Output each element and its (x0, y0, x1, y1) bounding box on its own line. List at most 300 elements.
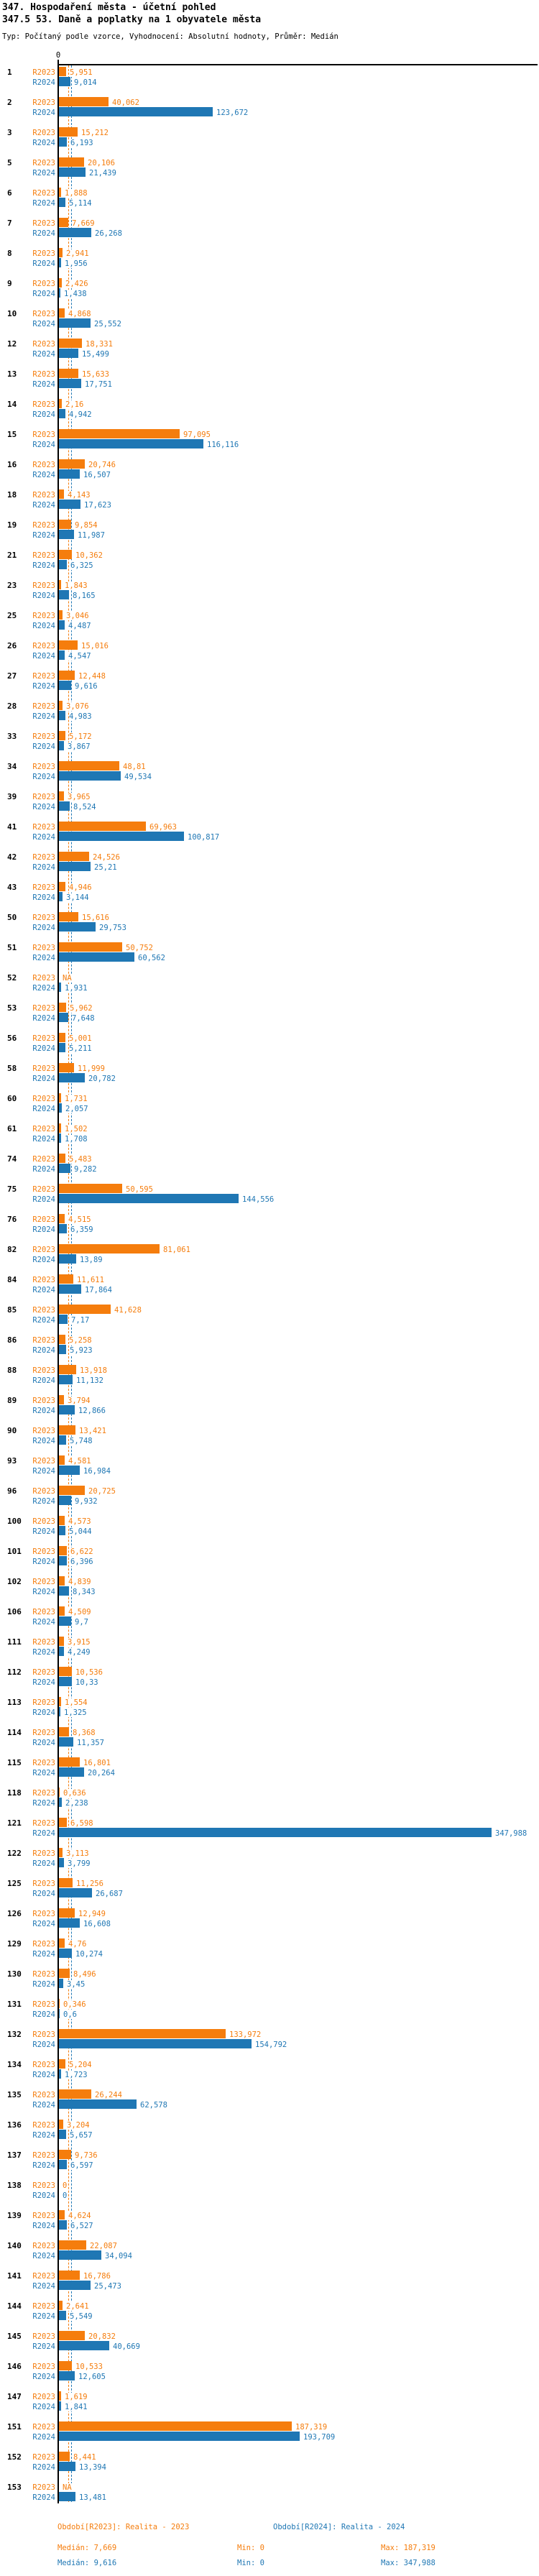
x-axis-line (57, 64, 538, 65)
bar-row-r2024 (0, 439, 539, 449)
series-label-r2024: R2024 (32, 1769, 55, 1777)
bar-row-r2024 (0, 650, 539, 661)
value-bar-r2024 (59, 1133, 61, 1143)
series-label-r2023: R2023 (32, 2181, 55, 2190)
value-bar-r2024 (59, 500, 80, 509)
value-bar-r2023 (59, 2301, 63, 2310)
bar-pair (0, 912, 539, 942)
value-bar-r2024 (59, 2009, 60, 2018)
value-bar-r2024 (59, 650, 65, 660)
series-label-r2023: R2023 (32, 159, 55, 167)
bar-row-r2023 (0, 1848, 539, 1858)
value-label-r2024: 17,751 (85, 380, 112, 389)
value-bar-r2024 (59, 2281, 91, 2290)
row-index: 23 (7, 581, 17, 590)
series-label-r2024: R2024 (32, 1648, 55, 1657)
legend-period-r2023: Období[R2023]: Realita - 2023 (57, 2523, 190, 2531)
row-index: 5 (7, 158, 12, 167)
bar-pair (0, 2120, 539, 2150)
bar-row-r2023 (0, 2452, 539, 2462)
series-label-r2023: R2023 (32, 914, 55, 922)
bar-row-r2024 (0, 983, 539, 993)
value-bar-r2023 (59, 1335, 65, 1344)
value-bar-r2023 (59, 1969, 70, 1978)
bar-row-r2024 (0, 1013, 539, 1023)
value-label-r2024: 21,439 (89, 169, 116, 178)
value-label-r2024: 7,648 (72, 1014, 95, 1023)
series-label-r2024: R2024 (32, 652, 55, 661)
series-label-r2023: R2023 (32, 129, 55, 137)
bar-row-r2023 (0, 2029, 539, 2039)
value-bar-r2024 (59, 2492, 75, 2501)
series-label-r2023: R2023 (32, 551, 55, 560)
row-index: 28 (7, 702, 17, 711)
bar-pair (0, 1395, 539, 1425)
value-label-r2023: 3,204 (67, 2121, 90, 2130)
bar-pair (0, 972, 539, 1003)
value-bar-r2023 (59, 2391, 61, 2401)
bar-row-r2023 (0, 882, 539, 892)
value-bar-r2023 (59, 1244, 160, 1254)
value-label-r2024: 144,556 (242, 1195, 275, 1204)
series-label-r2023: R2023 (32, 219, 55, 228)
value-label-r2024: 5,549 (70, 2312, 93, 2321)
bar-row-r2024 (0, 1647, 539, 1657)
row-index: 111 (7, 1637, 22, 1647)
bar-pair (0, 882, 539, 912)
bar-row-r2023 (0, 1788, 539, 1798)
series-label-r2023: R2023 (32, 1940, 55, 1949)
value-label-r2023: 8,496 (73, 1970, 96, 1979)
row-index: 19 (7, 520, 17, 530)
bar-pair (0, 1123, 539, 1154)
bar-row-r2023 (0, 308, 539, 318)
bar-pair (0, 1274, 539, 1305)
row-index: 122 (7, 1849, 22, 1858)
series-label-r2023: R2023 (32, 1517, 55, 1526)
value-bar-r2023 (59, 882, 65, 891)
value-label-r2023: 133,972 (229, 2030, 262, 2039)
bar-row-r2023 (0, 1727, 539, 1737)
value-bar-r2023 (59, 248, 63, 257)
value-label-r2024: 6,597 (70, 2161, 93, 2170)
value-bar-r2024 (59, 711, 65, 720)
bar-row-r2023 (0, 157, 539, 167)
value-label-r2023: 48,81 (123, 763, 146, 771)
value-bar-r2023 (59, 2271, 80, 2280)
stat-max-r2024: Max: 347,988 (381, 2559, 436, 2567)
value-bar-r2024 (59, 952, 134, 962)
value-bar-r2023 (59, 1486, 85, 1495)
bar-row-r2023 (0, 550, 539, 560)
bar-row-r2024 (0, 922, 539, 932)
bar-row-r2023 (0, 2210, 539, 2220)
value-bar-r2024 (59, 1375, 73, 1384)
bar-row-r2024 (0, 228, 539, 238)
bar-row-r2024 (0, 2160, 539, 2170)
value-bar-r2024 (59, 379, 81, 388)
value-bar-r2024 (59, 1616, 71, 1626)
bar-pair (0, 550, 539, 580)
value-label-r2023: 11,611 (77, 1276, 104, 1284)
value-bar-r2023 (59, 157, 84, 167)
value-bar-r2024 (59, 1677, 72, 1686)
series-label-r2023: R2023 (32, 2272, 55, 2281)
value-bar-r2023 (59, 1667, 72, 1676)
series-label-r2024: R2024 (32, 78, 55, 87)
value-label-r2024: 5,657 (70, 2131, 93, 2140)
value-label-r2024: 13,394 (79, 2463, 106, 2472)
row-index: 50 (7, 913, 17, 922)
row-index: 18 (7, 490, 17, 500)
bar-row-r2023 (0, 218, 539, 228)
row-index: 82 (7, 1245, 17, 1254)
series-label-r2024: R2024 (32, 109, 55, 117)
series-label-r2023: R2023 (32, 370, 55, 379)
bar-row-r2023 (0, 942, 539, 952)
row-index: 41 (7, 822, 17, 832)
bar-row-r2023 (0, 2120, 539, 2130)
value-label-r2023: 3,965 (68, 793, 91, 801)
value-bar-r2024 (59, 469, 80, 479)
value-label-r2023: 40,062 (112, 98, 139, 107)
value-bar-r2023 (59, 2210, 65, 2220)
value-bar-r2023 (59, 278, 62, 288)
value-bar-r2024 (59, 1979, 63, 1988)
value-bar-r2023 (59, 2120, 63, 2129)
value-label-r2024: 4,942 (69, 410, 92, 419)
value-label-r2024: 2,238 (65, 1799, 88, 1808)
bar-row-r2024 (0, 2311, 539, 2321)
value-label-r2024: 25,21 (94, 863, 117, 872)
series-label-r2023: R2023 (32, 491, 55, 500)
value-bar-r2023 (59, 2361, 72, 2370)
value-label-r2024: 15,499 (82, 350, 109, 359)
series-label-r2024: R2024 (32, 1135, 55, 1144)
value-bar-r2023 (59, 188, 61, 197)
bar-row-r2024 (0, 2281, 539, 2291)
series-label-r2024: R2024 (32, 229, 55, 238)
bar-row-r2024 (0, 1616, 539, 1627)
value-label-r2023: 10,533 (75, 2363, 103, 2371)
stat-median-r2024: Medián: 9,616 (57, 2559, 117, 2567)
row-index: 15 (7, 430, 17, 439)
bar-row-r2024 (0, 1073, 539, 1083)
value-bar-r2024 (59, 922, 96, 932)
series-label-r2024: R2024 (32, 1225, 55, 1234)
value-label-r2024: 154,792 (255, 2041, 287, 2049)
series-label-r2023: R2023 (32, 1819, 55, 1828)
bar-row-r2024 (0, 1888, 539, 1898)
value-bar-r2023 (59, 218, 68, 227)
value-bar-r2024 (59, 1647, 64, 1656)
row-index: 6 (7, 188, 12, 198)
value-bar-r2024 (59, 1828, 492, 1837)
series-label-r2024: R2024 (32, 682, 55, 691)
row-index: 85 (7, 1305, 17, 1315)
value-bar-r2024 (59, 258, 61, 267)
value-label-r2023: 16,786 (83, 2272, 111, 2281)
bar-row-r2023 (0, 1516, 539, 1526)
series-label-r2024: R2024 (32, 1256, 55, 1264)
row-index: 10 (7, 309, 17, 318)
value-label-r2023: 3,076 (66, 702, 89, 711)
series-label-r2023: R2023 (32, 1004, 55, 1013)
row-index: 113 (7, 1698, 22, 1707)
bar-pair (0, 1033, 539, 1063)
value-label-r2024: 25,473 (94, 2282, 121, 2291)
value-label-r2024: 4,249 (68, 1648, 91, 1657)
series-label-r2023: R2023 (32, 1427, 55, 1435)
bar-pair (0, 852, 539, 882)
value-bar-r2023 (59, 2421, 292, 2431)
value-bar-r2023 (59, 1576, 65, 1586)
value-label-r2024: 3,144 (66, 893, 89, 902)
series-label-r2024: R2024 (32, 2342, 55, 2351)
series-label-r2023: R2023 (32, 1698, 55, 1707)
bar-row-r2023 (0, 248, 539, 258)
value-bar-r2024 (59, 1918, 80, 1928)
value-bar-r2023 (59, 1154, 65, 1163)
page-title: 347. Hospodaření města - účetní pohled (2, 2, 216, 13)
value-bar-r2023 (59, 1818, 67, 1827)
bar-row-r2024 (0, 1858, 539, 1868)
bar-pair (0, 761, 539, 791)
bar-pair (0, 1486, 539, 1516)
value-bar-r2024 (59, 2220, 67, 2230)
row-index: 7 (7, 218, 12, 228)
value-label-r2024: 20,782 (88, 1075, 116, 1083)
series-label-r2023: R2023 (32, 98, 55, 107)
bar-pair (0, 127, 539, 157)
bar-row-r2023 (0, 2421, 539, 2432)
row-index: 126 (7, 1909, 22, 1918)
series-label-r2023: R2023 (32, 1668, 55, 1677)
series-label-r2024: R2024 (32, 139, 55, 147)
series-label-r2023: R2023 (32, 2393, 55, 2401)
series-label-r2024: R2024 (32, 1527, 55, 1536)
bar-row-r2023 (0, 1908, 539, 1918)
value-label-r2023: 1,619 (65, 2393, 88, 2401)
value-label-r2023: 9,854 (75, 521, 98, 530)
stat-median-r2023: Medián: 7,669 (57, 2544, 117, 2552)
value-label-r2023: 5,204 (69, 2061, 92, 2069)
bar-pair (0, 459, 539, 489)
bar-row-r2024 (0, 2099, 539, 2110)
row-index: 121 (7, 1818, 22, 1828)
bar-row-r2024 (0, 1979, 539, 1989)
value-label-r2024: 9,282 (74, 1165, 97, 1174)
value-bar-r2023 (59, 1033, 65, 1042)
bar-row-r2024 (0, 590, 539, 600)
value-label-r2023: 4,509 (68, 1608, 91, 1616)
series-label-r2024: R2024 (32, 2071, 55, 2079)
value-label-r2023: 2,426 (65, 280, 88, 288)
series-label-r2024: R2024 (32, 742, 55, 751)
value-bar-r2023 (59, 489, 64, 499)
value-bar-r2024 (59, 1103, 62, 1113)
x-axis-zero-tick-label: 0 (55, 51, 61, 60)
bar-row-r2024 (0, 1194, 539, 1204)
bar-row-r2023 (0, 278, 539, 288)
bar-row-r2023 (0, 2180, 539, 2190)
value-bar-r2023 (59, 1546, 67, 1555)
bar-row-r2023 (0, 339, 539, 349)
value-bar-r2023 (59, 2029, 226, 2038)
bar-pair (0, 2271, 539, 2301)
value-bar-r2023 (59, 550, 72, 559)
chart-rows (0, 67, 539, 2512)
value-label-r2023: 187,319 (295, 2423, 328, 2432)
value-bar-r2023 (59, 1395, 64, 1404)
series-label-r2023: R2023 (32, 1034, 55, 1043)
bar-pair (0, 1818, 539, 1848)
row-index: 21 (7, 551, 17, 560)
row-index: 147 (7, 2392, 22, 2401)
series-label-r2023: R2023 (32, 68, 55, 77)
value-label-r2024: 5,748 (70, 1437, 93, 1445)
value-label-r2023: 20,746 (88, 461, 116, 469)
series-label-r2024: R2024 (32, 531, 55, 540)
series-label-r2023: R2023 (32, 2332, 55, 2341)
bar-row-r2023 (0, 1697, 539, 1707)
value-label-r2023: 5,951 (70, 68, 93, 77)
bar-pair (0, 2059, 539, 2089)
bar-pair (0, 1154, 539, 1184)
value-bar-r2024 (59, 1888, 92, 1898)
value-bar-r2023 (59, 2331, 85, 2340)
bar-row-r2024 (0, 1043, 539, 1053)
value-bar-r2024 (59, 560, 67, 569)
bar-row-r2024 (0, 198, 539, 208)
series-label-r2024: R2024 (32, 501, 55, 510)
value-label-r2023: 1,888 (65, 189, 88, 198)
series-label-r2023: R2023 (32, 1457, 55, 1466)
value-label-r2023: 5,172 (69, 732, 92, 741)
value-bar-r2024 (59, 801, 70, 811)
series-label-r2024: R2024 (32, 2312, 55, 2321)
row-index: 134 (7, 2060, 22, 2069)
bar-row-r2024 (0, 1556, 539, 1566)
series-label-r2024: R2024 (32, 259, 55, 268)
series-label-r2023: R2023 (32, 249, 55, 258)
value-bar-r2023 (59, 640, 78, 650)
value-label-r2024: 16,507 (83, 471, 111, 479)
series-label-r2024: R2024 (32, 320, 55, 328)
series-label-r2024: R2024 (32, 2041, 55, 2049)
bar-pair (0, 2089, 539, 2120)
value-label-r2023: 22,087 (90, 2242, 117, 2250)
value-label-r2023: 15,616 (82, 914, 109, 922)
series-label-r2023: R2023 (32, 1547, 55, 1556)
row-index: 144 (7, 2301, 22, 2311)
bar-row-r2023 (0, 1395, 539, 1405)
value-bar-r2024 (59, 1345, 66, 1354)
bar-row-r2023 (0, 1244, 539, 1254)
value-bar-r2024 (59, 2039, 252, 2048)
bar-pair (0, 218, 539, 248)
bar-pair (0, 1999, 539, 2029)
series-label-r2024: R2024 (32, 1105, 55, 1113)
bar-row-r2023 (0, 67, 539, 77)
value-label-r2023: 11,999 (78, 1064, 105, 1073)
bar-row-r2023 (0, 1576, 539, 1586)
bar-row-r2023 (0, 2331, 539, 2341)
value-label-r2024: 6,359 (70, 1225, 93, 1234)
bar-row-r2024 (0, 1133, 539, 1144)
value-label-r2024: 26,268 (95, 229, 122, 238)
series-label-r2023: R2023 (32, 853, 55, 862)
series-label-r2023: R2023 (32, 461, 55, 469)
bar-pair (0, 671, 539, 701)
value-label-r2024: 347,988 (495, 1829, 528, 1838)
series-label-r2023: R2023 (32, 1880, 55, 1888)
value-label-r2024: 62,578 (140, 2101, 167, 2110)
row-index: 51 (7, 943, 17, 952)
value-bar-r2024 (59, 2401, 61, 2411)
series-label-r2024: R2024 (32, 1980, 55, 1989)
bar-row-r2024 (0, 2039, 539, 2049)
value-bar-r2023 (59, 2240, 86, 2250)
row-index: 114 (7, 1728, 22, 1737)
bar-row-r2023 (0, 459, 539, 469)
value-bar-r2024 (59, 1284, 81, 1294)
bar-row-r2023 (0, 2150, 539, 2160)
bar-pair (0, 1516, 539, 1546)
value-bar-r2023 (59, 1455, 65, 1465)
series-label-r2023: R2023 (32, 793, 55, 801)
bar-pair (0, 369, 539, 399)
value-label-r2023: 8,441 (73, 2453, 96, 2462)
row-index: 86 (7, 1335, 17, 1345)
bar-pair (0, 2452, 539, 2482)
bar-row-r2024 (0, 2462, 539, 2472)
bar-row-r2023 (0, 399, 539, 409)
bar-row-r2024 (0, 1405, 539, 1415)
value-label-r2023: 1,554 (65, 1698, 88, 1707)
row-index: 12 (7, 339, 17, 349)
row-index: 56 (7, 1034, 17, 1043)
row-index: 25 (7, 611, 17, 620)
value-label-r2023: 3,113 (66, 1849, 89, 1858)
value-bar-r2024 (59, 1707, 60, 1716)
bar-row-r2024 (0, 1224, 539, 1234)
row-index: 74 (7, 1154, 17, 1164)
row-index: 136 (7, 2120, 22, 2130)
bar-row-r2024 (0, 2432, 539, 2442)
bar-pair (0, 1365, 539, 1395)
series-label-r2024: R2024 (32, 380, 55, 389)
bar-pair (0, 339, 539, 369)
series-label-r2024: R2024 (32, 1739, 55, 1747)
series-label-r2024: R2024 (32, 1497, 55, 1506)
bar-row-r2023 (0, 1969, 539, 1979)
bar-pair (0, 942, 539, 972)
y-axis-line (57, 60, 59, 2503)
bar-row-r2024 (0, 2220, 539, 2230)
bar-pair (0, 1244, 539, 1274)
series-label-r2023: R2023 (32, 1487, 55, 1496)
value-bar-r2024 (59, 983, 61, 992)
bar-row-r2024 (0, 469, 539, 479)
value-label-r2023: 20,725 (88, 1487, 116, 1496)
bar-pair (0, 308, 539, 339)
value-bar-r2024 (59, 198, 65, 207)
series-label-r2023: R2023 (32, 1155, 55, 1164)
bar-row-r2023 (0, 1486, 539, 1496)
series-label-r2024: R2024 (32, 2161, 55, 2170)
bar-row-r2024 (0, 771, 539, 781)
